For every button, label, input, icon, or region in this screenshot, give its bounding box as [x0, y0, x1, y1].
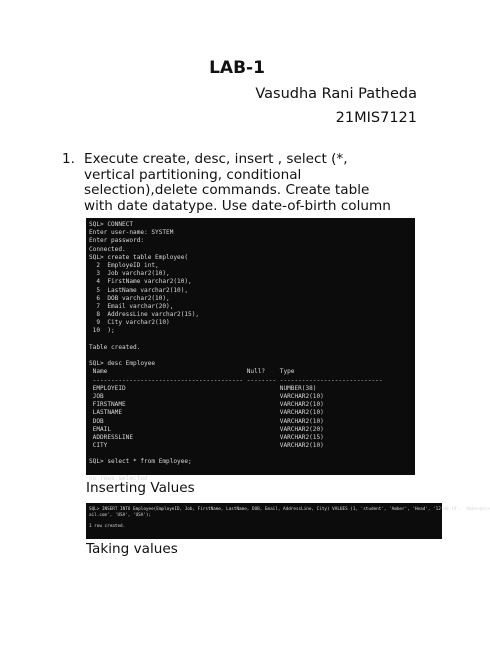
terminal-line: ail.com', 'USA', 'USA');	[89, 512, 152, 518]
terminal-line: SQL> INSERT INTO Employee(EmployeID, Job, FirstName, LastName, DOB, Email, AddressLine, City) VALUES (1, 'student', 'Amber', 'Head', '12-08-19', 'Amber@ote	[89, 507, 490, 512]
terminal-screenshot-insert	[86, 503, 490, 539]
terminal-line: FIRSTNAME VARCHAR2(10)	[89, 401, 324, 409]
terminal-line: ADDRESSLINE VARCHAR2(15)	[89, 433, 324, 441]
terminal-line: SQL> select * from Employee;	[89, 458, 192, 466]
terminal-line: 4 FirstName varchar2(10),	[89, 278, 192, 286]
terminal-line: 5 LastName varchar2(10),	[89, 286, 189, 294]
terminal-line: EMAIL VARCHAR2(20)	[89, 425, 324, 433]
terminal-line	[89, 467, 415, 475]
caption-inserting-values: Inserting Values	[86, 480, 195, 496]
terminal-line: Connected.	[89, 245, 126, 253]
terminal-line: 7 Email varchar(20),	[89, 302, 174, 310]
terminal-line: 2 EmployeID int,	[89, 261, 159, 269]
student-id: 21MIS7121	[335, 110, 417, 126]
terminal-line: LASTNAME VARCHAR2(10)	[89, 409, 324, 417]
terminal-line: 1 row created.	[89, 523, 126, 529]
terminal-line: EMPLOYEID NUMBER(38)	[89, 384, 317, 392]
terminal-line: no rows selected	[89, 474, 148, 482]
terminal-line: Name Null? Type	[89, 368, 295, 376]
terminal-screenshot-create-table	[86, 218, 415, 482]
task-item	[62, 152, 402, 214]
terminal-line: SQL> desc Employee	[89, 360, 156, 368]
terminal-line: Enter user-name: SYSTEM	[89, 229, 174, 237]
terminal-line: Table created.	[89, 343, 141, 351]
terminal-line: 9 City varchar2(10)	[89, 319, 170, 327]
task-text: Execute create, desc, insert , select (*, vertical partitioning, conditional selection),delete commands. Create table with date datatype. Use date-of-birth column	[84, 151, 391, 214]
page-title: LAB-1	[209, 58, 265, 78]
terminal-line	[89, 352, 415, 360]
terminal-line	[89, 336, 415, 344]
terminal-line: Enter password:	[89, 237, 145, 245]
terminal-line: 3 Job varchar2(10),	[89, 270, 170, 278]
terminal-line	[89, 450, 415, 458]
caption-taking-values: Taking values	[86, 541, 178, 557]
terminal-line: CITY VARCHAR2(10)	[89, 442, 324, 450]
terminal-line: SQL> CONNECT	[89, 221, 134, 228]
terminal-line: 6 DOB varchar2(10),	[89, 294, 170, 302]
terminal-line: JOB VARCHAR2(10)	[89, 392, 324, 400]
author-name: Vasudha Rani Patheda	[255, 86, 417, 102]
terminal-line: ----------------------------------------- -------- ----------------------------	[89, 376, 383, 384]
terminal-line: DOB VARCHAR2(10)	[89, 417, 324, 425]
terminal-line: SQL> create table Employee(	[89, 253, 189, 261]
terminal-line: 8 AddressLine varchar2(15),	[89, 311, 200, 319]
terminal-line: 10 );	[89, 327, 115, 335]
task-number: 1.	[62, 151, 75, 167]
